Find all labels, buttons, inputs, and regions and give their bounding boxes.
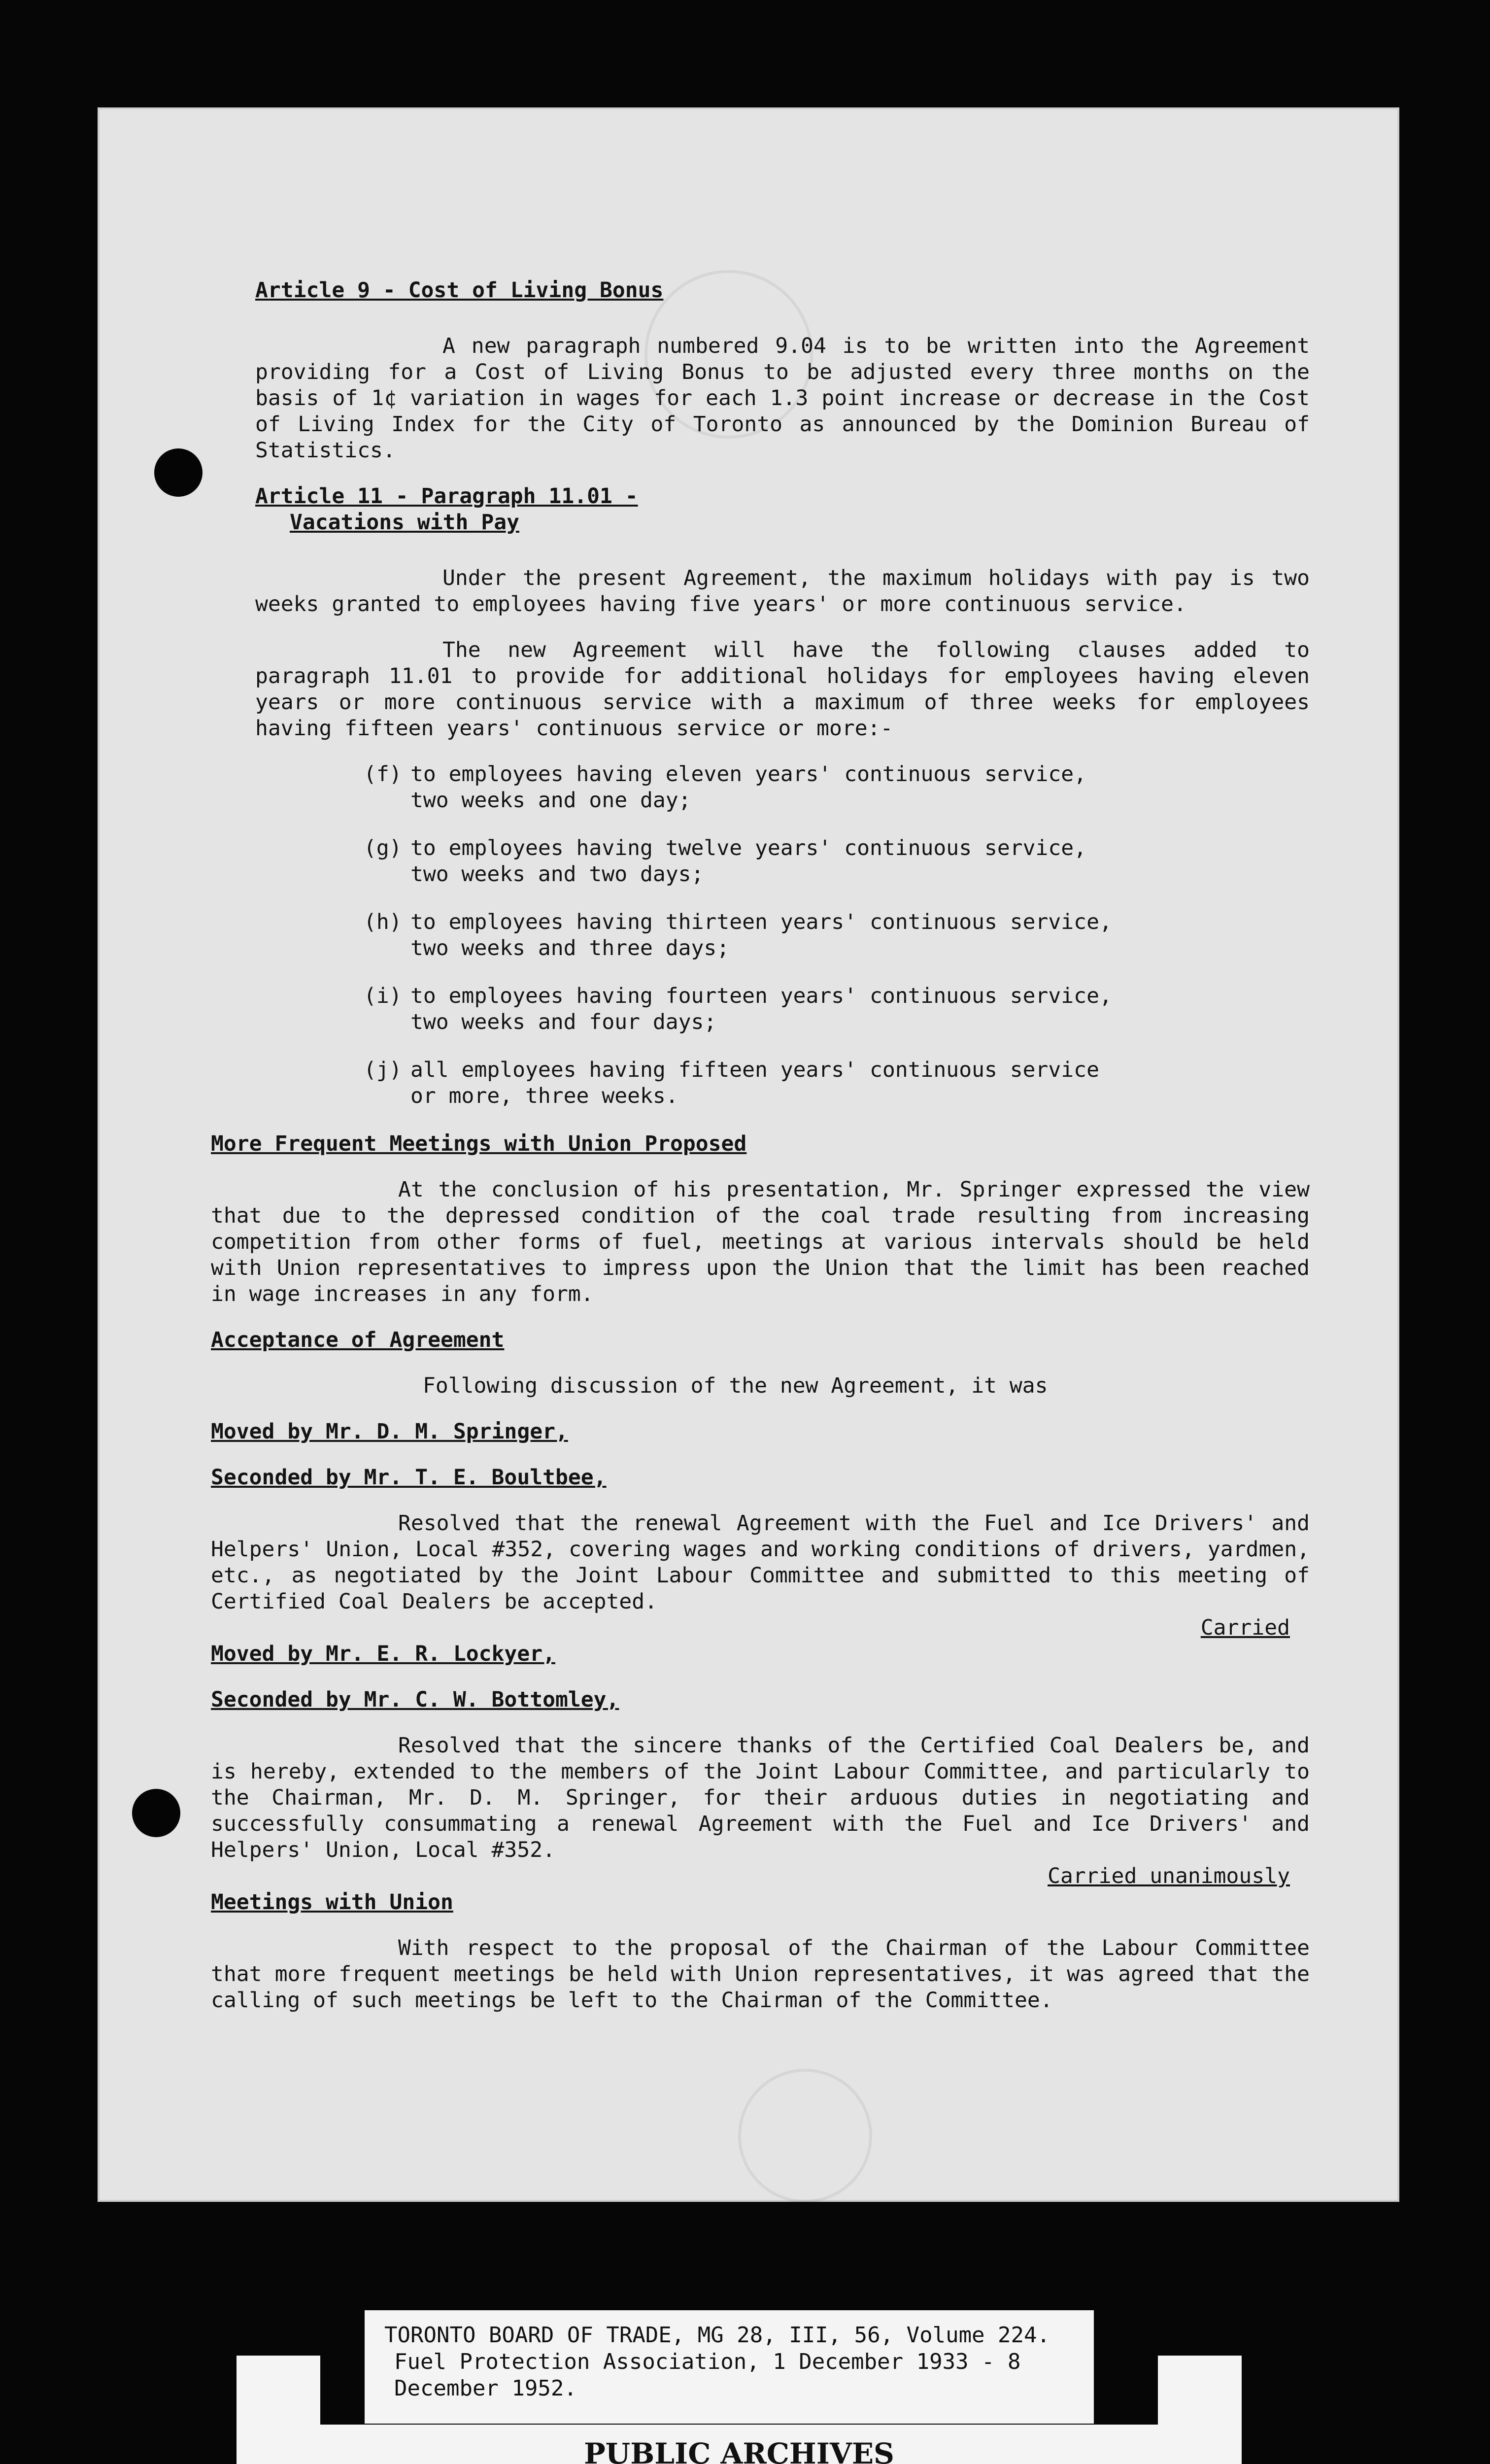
punch-hole [154,448,203,497]
archive-citation-label [365,2310,1094,2424]
clause-text: to employees having thirteen years' continuous service, two weeks and three days; [410,910,1112,960]
clause-tag: (f) [364,762,402,787]
citation-line: Fuel Protection Association, 1 December 1933 - 8 [394,2349,1021,2374]
clause-text: to employees having twelve years' continuous service, two weeks and two days; [410,836,1087,887]
acceptance-intro: Following discussion of the new Agreement, it was [423,1373,1048,1398]
archive-stamp-line: PUBLIC ARCHIVES [584,2437,894,2464]
article-9-heading: Article 9 - Cost of Living Bonus [255,278,664,303]
meetings-proposed-heading: More Frequent Meetings with Union Proposed [211,1131,747,1156]
clause-text: to employees having eleven years' continuous service, two weeks and one day; [410,762,1087,813]
citation-line: TORONTO BOARD OF TRADE, MG 28, III, 56, Volume 224. [384,2323,1050,2348]
citation-line: December 1952. [394,2376,577,2401]
clause-text: all employees having fifteen years' continuous service or more, three weeks. [410,1058,1099,1108]
clause-item [364,761,1310,814]
meetings-with-union-heading: Meetings with Union [211,1890,453,1915]
punch-hole [132,1789,180,1837]
clause-text: to employees having fourteen years' continuous service, two weeks and four days; [410,984,1112,1034]
faint-stamp-mark [738,2069,872,2203]
document-page [98,107,1399,2202]
clause-list [364,761,1310,1109]
meetings-with-union-text: With respect to the proposal of the Chairman of the Labour Committee that more frequent meetings be held with Union representatives, it was agreed that the calling of such meetings be left to the Chairman of the Committee. [211,1936,1310,2013]
archive-stamp [237,2439,1242,2464]
carried-note: Carried [1200,1615,1290,1640]
clause-tag: (g) [364,836,402,860]
carried-unanimously-note: Carried unanimously [1048,1864,1290,1888]
clause-tag: (i) [364,984,402,1008]
clause-tag: (j) [364,1058,402,1082]
seconded-by-2: Seconded by Mr. C. W. Bottomley, [211,1687,619,1712]
resolution-2: Resolved that the sincere thanks of the Certified Coal Dealers be, and is hereby, extended to the members of the Joint Labour Committee, and particularly to the Chairman, Mr. D. M. Springer, for their arduous duties in negotiating and successfully consummating a renewal Agreement with the Fuel and Ice Drivers' and Helpers' Union, Local #352. [211,1733,1310,1862]
article-9-text: A new paragraph numbered 9.04 is to be written into the Agreement providing for a Cost of Living Bonus to be adjusted every three months on the basis of 1¢ variation in wages for each 1.3 point increase or decrease in the Cost of Living Index for the City of Toronto as announced by the Dominion Bureau of Statistics. [255,334,1310,463]
moved-by-2: Moved by Mr. E. R. Lockyer, [211,1642,555,1666]
article-11-paragraph-1: Under the present Agreement, the maximum holidays with pay is two weeks granted to employees having five years' or more continuous service. [255,566,1310,616]
article-11-subheading: Vacations with Pay [290,510,519,535]
acceptance-heading: Acceptance of Agreement [211,1328,505,1352]
article-11-paragraph-2: The new Agreement will have the following clauses added to paragraph 11.01 to provide for additional holidays for employees having eleven years or more continuous service with a maximum of three weeks for employees having fifteen years' continuous service or more:- [255,638,1310,741]
clause-item [364,909,1310,961]
clause-item [364,1057,1310,1109]
clause-item [364,835,1310,888]
meetings-proposed-text: At the conclusion of his presentation, Mr. Springer expressed the view that due to the depressed condition of the coal trade resulting from increasing competition from other forms of fuel, meetings at various intervals should be held with Union representatives to impress upon the Union that the limit has been reached in wage increases in any form. [211,1177,1310,1306]
document-body [211,277,1310,2014]
moved-by-1: Moved by Mr. D. M. Springer, [211,1419,568,1444]
clause-item [364,983,1310,1035]
resolution-1: Resolved that the renewal Agreement with the Fuel and Ice Drivers' and Helpers' Union, Local #352, covering wages and working conditions of drivers, yardmen, etc., as negotiated by the Joint Labour Committee and submitted to this meeting of Certified Coal Dealers be accepted. [211,1511,1310,1614]
clause-tag: (h) [364,910,402,934]
article-11-heading: Article 11 - Paragraph 11.01 - [255,484,638,509]
seconded-by-1: Seconded by Mr. T. E. Boultbee, [211,1465,607,1490]
